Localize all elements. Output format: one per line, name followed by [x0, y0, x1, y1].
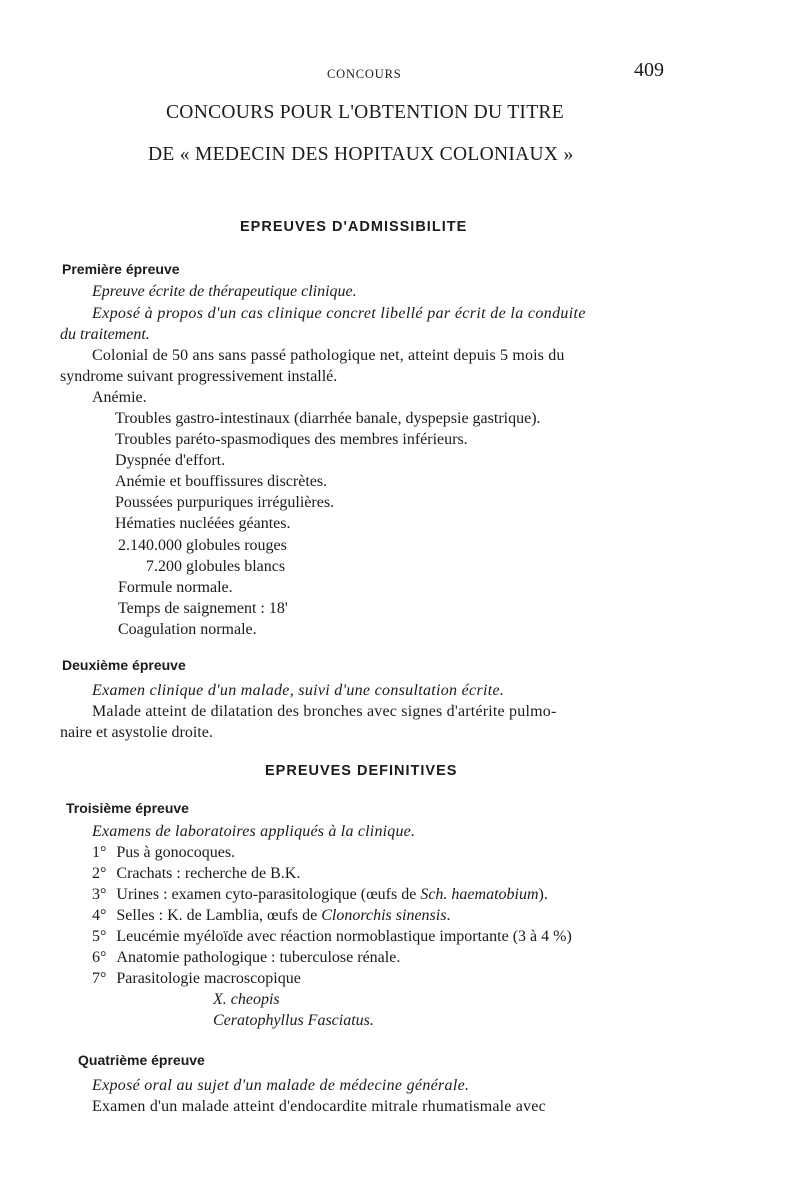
exam-text: Pus à gonocoques. [116, 844, 236, 861]
case-line-2: syndrome suivant progressivement installé. [60, 368, 338, 385]
exam-item [92, 843, 235, 863]
deuxieme-subtitle: Examen clinique d'un malade, suivi d'une consultation écrite. [92, 682, 505, 699]
exam-item [92, 906, 450, 926]
globules-rouges: 2.140.000 globules rouges [118, 537, 287, 554]
deuxieme-epreuve-heading: Deuxième épreuve [62, 657, 186, 673]
exam-text-roman: Urines : examen cyto-parasitologique (œufs de [116, 886, 421, 903]
exam-number: 5° [92, 928, 107, 945]
deuxieme-line-2: naire et asystolie droite. [60, 724, 213, 741]
symptom-line: Troubles gastro-intestinaux (diarrhée banale, dyspepsie gastrique). [115, 410, 541, 427]
exam-text: Leucémie myéloïde avec réaction normoblastique importante (3 à 4 %) [116, 928, 572, 945]
page-number: 409 [634, 59, 664, 81]
globules-blancs: 7.200 globules blancs [146, 558, 286, 575]
exam-item [92, 885, 548, 905]
exam-number: 4° [92, 907, 107, 924]
premiere-expose-line-1: Exposé à propos d'un cas clinique concret libellé par écrit de la conduite [92, 305, 586, 322]
exam-text-end: . [446, 907, 451, 924]
premiere-subtitle: Epreuve écrite de thérapeutique clinique. [92, 283, 357, 300]
symptom-line: Troubles paréto-spasmodiques des membres inférieurs. [115, 431, 468, 448]
exam-text: Anatomie pathologique : tuberculose rénale. [116, 949, 401, 966]
species-line-2: Ceratophyllus Fasciatus. [213, 1012, 374, 1029]
exam-number: 2° [92, 865, 107, 882]
anemie-line: Anémie. [92, 389, 147, 406]
exam-item [92, 864, 300, 884]
exam-text: Parasitologie macroscopique [116, 970, 301, 987]
symptom-line: Hématies nucléées géantes. [115, 515, 291, 532]
symptom-line: Poussées purpuriques irrégulières. [115, 494, 335, 511]
running-head: CONCOURS [327, 67, 402, 81]
exam-number: 3° [92, 886, 107, 903]
exam-number: 7° [92, 970, 107, 987]
exam-text-species: Sch. haematobium [420, 886, 539, 903]
exam-text [116, 886, 547, 903]
coagulation-line: Coagulation normale. [118, 621, 257, 638]
exam-text-end: ). [538, 886, 548, 903]
exam-number: 1° [92, 844, 107, 861]
symptom-line: Anémie et bouffissures discrètes. [115, 473, 328, 490]
deuxieme-line-1: Malade atteint de dilatation des bronches avec signes d'artérite pulmo- [92, 703, 557, 720]
exam-text [116, 907, 450, 924]
exam-number: 6° [92, 949, 107, 966]
exam-text: Crachats : recherche de B.K. [116, 865, 301, 882]
exam-item [92, 969, 301, 989]
quatrieme-line-1: Examen d'un malade atteint d'endocardite mitrale rhumatismale avec [92, 1098, 546, 1115]
section-heading-definitives: EPREUVES DEFINITIVES [265, 763, 458, 779]
case-line-1: Colonial de 50 ans sans passé pathologique net, atteint depuis 5 mois du [92, 347, 565, 364]
title-line-2: DE « MEDECIN DES HOPITAUX COLONIAUX » [148, 144, 574, 165]
title-line-1: CONCOURS POUR L'OBTENTION DU TITRE [166, 102, 564, 123]
exam-item [92, 948, 400, 968]
exam-text-species: Clonorchis sinensis [321, 907, 447, 924]
troisieme-epreuve-heading: Troisième épreuve [66, 800, 189, 816]
section-heading-admissibilite: EPREUVES D'ADMISSIBILITE [240, 219, 468, 235]
quatrieme-subtitle: Exposé oral au sujet d'un malade de médecine générale. [92, 1077, 470, 1094]
symptom-line: Dyspnée d'effort. [115, 452, 226, 469]
premiere-epreuve-heading: Première épreuve [62, 261, 180, 277]
exam-text-roman: Selles : K. de Lamblia, œufs de [116, 907, 322, 924]
saignement-line: Temps de saignement : 18' [118, 600, 288, 617]
species-line-1: X. cheopis [213, 991, 280, 1008]
exam-item [92, 927, 572, 947]
formule-line: Formule normale. [118, 579, 233, 596]
premiere-expose-line-2: du traitement. [60, 326, 150, 343]
troisieme-subtitle: Examens de laboratoires appliqués à la clinique. [92, 823, 416, 840]
quatrieme-epreuve-heading: Quatrième épreuve [78, 1052, 205, 1068]
